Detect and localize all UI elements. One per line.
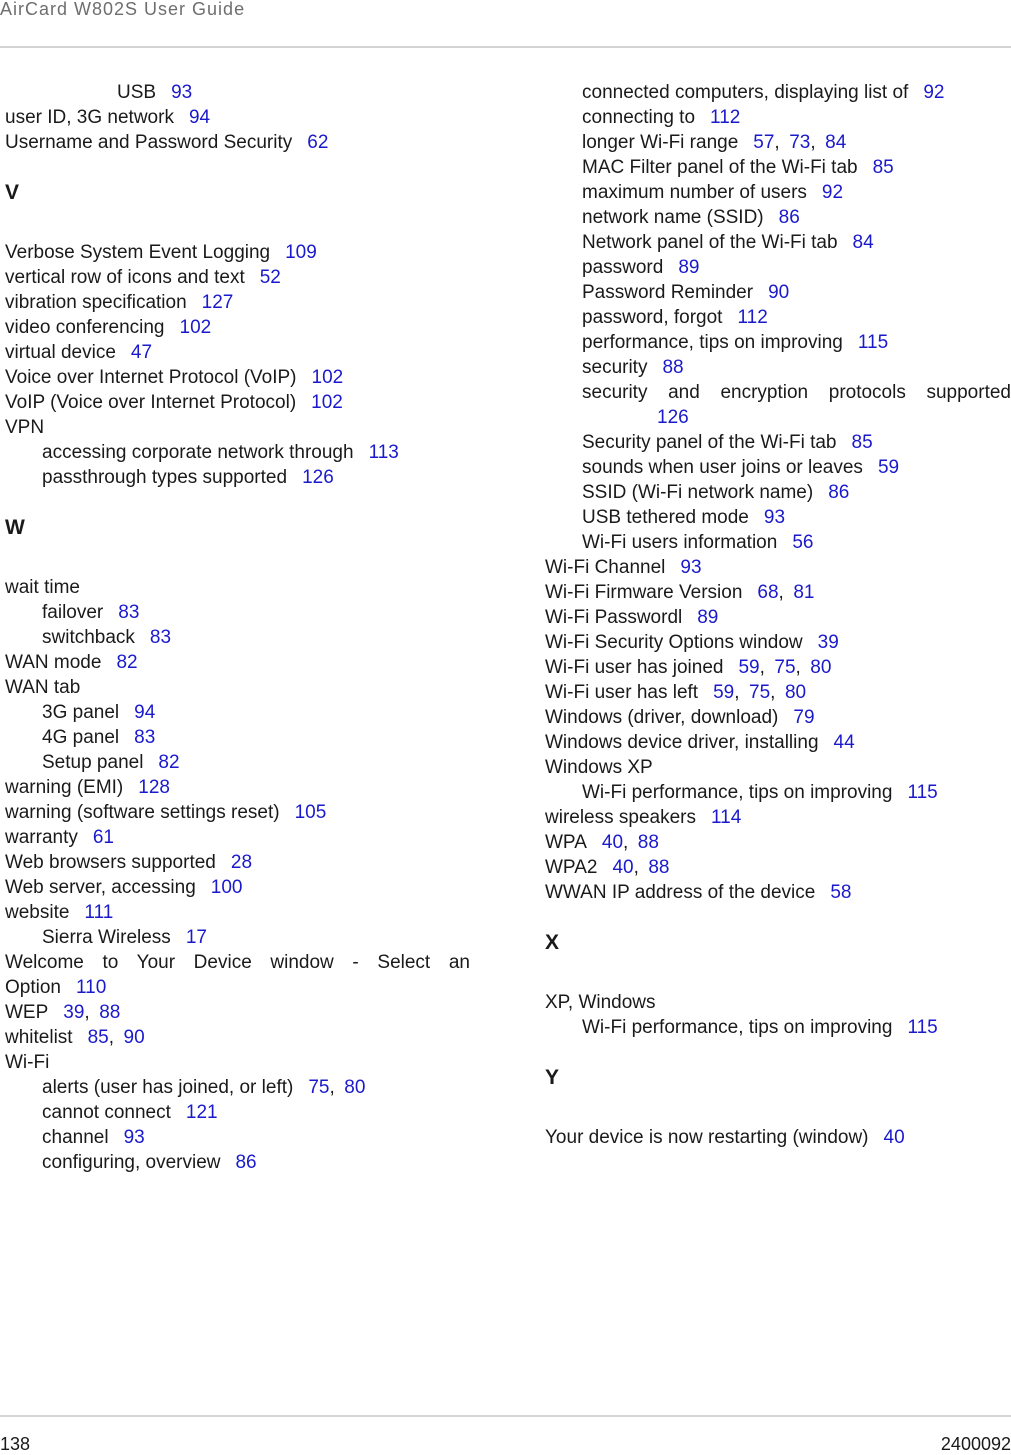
page-reference-link[interactable]: 61 xyxy=(92,827,114,848)
page-separator: , xyxy=(795,657,811,678)
index-entry-text: Web browsers supported xyxy=(5,852,216,873)
index-subentry xyxy=(5,725,470,750)
index-subentry xyxy=(545,105,1011,130)
index-entry xyxy=(5,900,470,925)
index-entry-text: Wi-Fi performance, tips on improving xyxy=(582,782,893,803)
index-entry-continuation-text: Option xyxy=(5,977,61,998)
page-reference-link[interactable]: 80 xyxy=(344,1077,366,1098)
index-entry-text: password xyxy=(582,257,664,278)
index-entry xyxy=(545,580,1011,605)
index-entry xyxy=(545,630,1011,655)
index-entry-text: virtual device xyxy=(5,342,116,363)
index-subentry xyxy=(545,130,1011,155)
index-entry xyxy=(545,655,1011,680)
page-reference-link[interactable]: 73 xyxy=(789,132,811,153)
page-separator: , xyxy=(623,832,638,853)
index-subentry xyxy=(545,205,1011,230)
page-reference-link[interactable]: 84 xyxy=(825,132,847,153)
index-entry-text: alerts (user has joined, or left) xyxy=(42,1077,294,1098)
page-reference-link[interactable]: 40 xyxy=(883,1127,905,1148)
page-reference-link[interactable]: 115 xyxy=(907,782,938,803)
page-reference-link[interactable]: 92 xyxy=(923,82,945,103)
page-reference-link[interactable]: 93 xyxy=(123,1127,145,1148)
index-entry-text: Windows XP xyxy=(545,757,653,778)
index-entry-text: USB xyxy=(117,82,157,103)
index-entry xyxy=(5,80,470,105)
index-subentry xyxy=(545,480,1011,505)
index-entry-text: 3G panel xyxy=(42,702,120,723)
index-entry-text: Setup panel xyxy=(42,752,144,773)
page-reference-link[interactable]: 40 xyxy=(612,857,634,878)
page-reference-link[interactable]: 89 xyxy=(697,607,719,628)
index-entry xyxy=(545,705,1011,730)
page-header xyxy=(0,0,1011,48)
page-reference-link[interactable]: 79 xyxy=(793,707,815,728)
index-entry-text: channel xyxy=(42,1127,109,1148)
index-entry-text: Wi-Fi user has left xyxy=(545,682,699,703)
index-entry-text: warranty xyxy=(5,827,78,848)
page-reference-link[interactable]: 80 xyxy=(784,682,807,703)
index-entry-continuation xyxy=(5,975,470,1000)
page-reference-link[interactable]: 17 xyxy=(185,927,207,948)
index-subentry xyxy=(5,700,470,725)
index-entry-text: Your device is now restarting (window) xyxy=(545,1127,869,1148)
index-column-left xyxy=(5,80,470,1175)
index-subentry xyxy=(545,355,1011,380)
page-reference-link[interactable]: 82 xyxy=(116,652,138,673)
index-entry-text: WWAN IP address of the device xyxy=(545,882,816,903)
index-entry-text: Windows (driver, download) xyxy=(545,707,779,728)
index-entry-text: Wi-Fi Firmware Version xyxy=(545,582,743,603)
page-reference-link[interactable]: 40 xyxy=(601,832,624,853)
index-entry-text: vibration specification xyxy=(5,292,187,313)
index-entry xyxy=(545,555,1011,580)
page-reference-link[interactable]: 57 xyxy=(753,132,775,153)
page-separator: , xyxy=(84,1002,100,1023)
index-entry xyxy=(545,755,1011,780)
index-entry xyxy=(545,830,1011,855)
index-entry xyxy=(5,775,470,800)
index-entry-text: wireless speakers xyxy=(545,807,696,828)
index-entry xyxy=(5,240,470,265)
page-reference-link[interactable]: 89 xyxy=(678,257,700,278)
index-entry xyxy=(545,990,1011,1015)
index-subentry xyxy=(5,440,470,465)
index-entry xyxy=(5,340,470,365)
index-entry xyxy=(5,315,470,340)
index-entry-text: connecting to xyxy=(582,107,696,128)
index-entry xyxy=(5,800,470,825)
index-subentry xyxy=(5,625,470,650)
page-reference-link[interactable]: 28 xyxy=(230,852,253,873)
index-letter-heading: X xyxy=(545,931,560,954)
page-reference-link[interactable]: 115 xyxy=(907,1017,938,1038)
page-reference-link[interactable]: 88 xyxy=(637,832,659,853)
page-reference-link[interactable]: 88 xyxy=(99,1002,121,1023)
page-reference-link[interactable]: 100 xyxy=(210,877,243,898)
page-separator: , xyxy=(633,857,649,878)
index-letter-heading: V xyxy=(5,181,20,204)
index-entry-text: Welcome to Your Device window - Select an xyxy=(5,952,470,973)
page-reference-link[interactable]: 109 xyxy=(285,242,317,263)
index-subentry xyxy=(545,255,1011,280)
page-reference-link[interactable]: 75 xyxy=(308,1077,330,1098)
index-entry xyxy=(5,1050,470,1075)
index-entry-text: longer Wi-Fi range xyxy=(582,132,739,153)
index-entry-text: Wi-Fi Channel xyxy=(545,557,666,578)
page-reference-link[interactable]: 85 xyxy=(87,1027,109,1048)
page-reference-link[interactable]: 84 xyxy=(852,232,874,253)
page-reference-link[interactable]: 127 xyxy=(201,292,234,313)
page-number: 138 xyxy=(0,1434,31,1454)
page-reference-link[interactable]: 39 xyxy=(817,632,839,653)
index-entry-text: password, forgot xyxy=(582,307,723,328)
page-reference-link[interactable]: 59 xyxy=(713,682,735,703)
page-reference-link[interactable]: 86 xyxy=(778,207,800,228)
page-reference-link[interactable]: 86 xyxy=(828,482,850,503)
page-reference-link[interactable]: 68 xyxy=(757,582,779,603)
page-reference-link[interactable]: 88 xyxy=(648,857,670,878)
document-title: AirCard W802S User Guide xyxy=(0,0,246,19)
page-reference-link[interactable]: 82 xyxy=(158,752,180,773)
page-reference-link[interactable]: 56 xyxy=(792,532,814,553)
page-separator: , xyxy=(329,1077,345,1098)
page-reference-link[interactable]: 75 xyxy=(749,682,771,703)
index-entry xyxy=(5,1025,470,1050)
index-letter-heading: Y xyxy=(545,1066,560,1089)
index-entry xyxy=(5,875,470,900)
index-subentry xyxy=(5,1075,470,1100)
page-reference-link[interactable]: 62 xyxy=(307,132,329,153)
index-entry-text: Sierra Wireless xyxy=(42,927,171,948)
page-reference-link[interactable]: 59 xyxy=(877,457,900,478)
index-subentry xyxy=(545,505,1011,530)
index-entry-text: configuring, overview xyxy=(42,1152,221,1173)
page-reference-link[interactable]: 102 xyxy=(311,367,344,388)
index-subentry xyxy=(545,455,1011,480)
index-subentry xyxy=(545,80,1011,105)
index-entry xyxy=(545,855,1011,880)
index-entry xyxy=(5,850,470,875)
index-entry-text: failover xyxy=(42,602,104,623)
index-entry-text: Wi-Fi Passwordl xyxy=(545,607,683,628)
page-reference-link[interactable]: 58 xyxy=(830,882,852,903)
index-entry-text: Network panel of the Wi-Fi tab xyxy=(582,232,838,253)
page-reference-link[interactable]: 115 xyxy=(857,332,889,353)
page-reference-link[interactable]: 126 xyxy=(302,467,334,488)
page-reference-link[interactable]: 126 xyxy=(657,407,689,428)
index-subentry xyxy=(545,155,1011,180)
index-entry-text: connected computers, displaying list of xyxy=(582,82,909,103)
page-reference-link[interactable]: 110 xyxy=(75,977,107,998)
page-reference-link[interactable]: 86 xyxy=(235,1152,257,1173)
page-separator: , xyxy=(810,132,826,153)
page-reference-link[interactable]: 81 xyxy=(793,582,815,603)
index-entry xyxy=(545,880,1011,905)
document-number: 2400092 xyxy=(940,1434,1011,1454)
index-subentry xyxy=(5,465,470,490)
index-subentry xyxy=(545,780,1011,805)
index-subentry xyxy=(545,430,1011,455)
index-entry xyxy=(5,575,470,600)
index-entry-text: Verbose System Event Logging xyxy=(5,242,271,263)
page-reference-link[interactable]: 94 xyxy=(188,107,211,128)
index-entry-text: warning (EMI) xyxy=(5,777,124,798)
index-subentry xyxy=(545,1015,1011,1040)
page-reference-link[interactable]: 90 xyxy=(768,282,790,303)
index-entry xyxy=(5,390,470,415)
index-entry-text: whitelist xyxy=(5,1027,73,1048)
index-subentry xyxy=(5,1125,470,1150)
index-entry-text: warning (software settings reset) xyxy=(5,802,280,823)
page-reference-link[interactable]: 83 xyxy=(149,627,172,648)
index-entry-text: video conferencing xyxy=(5,317,165,338)
page-reference-link[interactable]: 111 xyxy=(84,902,114,923)
index-entry xyxy=(5,365,470,390)
page-footer xyxy=(0,1415,1011,1454)
page-reference-link[interactable]: 83 xyxy=(134,727,156,748)
index-entry-text: Password Reminder xyxy=(582,282,754,303)
index-entry-text: WEP xyxy=(5,1002,49,1023)
page-reference-link[interactable]: 39 xyxy=(63,1002,85,1023)
index-entry-text: security xyxy=(582,357,648,378)
index-entry-text: 4G panel xyxy=(42,727,120,748)
index-entry xyxy=(545,605,1011,630)
page-separator: , xyxy=(774,132,790,153)
index-entry-text: vertical row of icons and text xyxy=(5,267,245,288)
index-letter-heading: W xyxy=(5,516,25,539)
index-entry xyxy=(5,950,470,1000)
page-reference-link[interactable]: 121 xyxy=(185,1102,218,1123)
index-subentry xyxy=(545,180,1011,205)
index-entry-text: performance, tips on improving xyxy=(582,332,843,353)
index-entry-text: MAC Filter panel of the Wi-Fi tab xyxy=(582,157,858,178)
page-reference-link[interactable]: 47 xyxy=(130,342,153,363)
index-subentry xyxy=(5,750,470,775)
page-reference-link[interactable]: 75 xyxy=(774,657,796,678)
index-entry xyxy=(5,1000,470,1025)
index-entry-text: security and encryption protocols supported xyxy=(582,382,1011,403)
index-entry-text: network name (SSID) xyxy=(582,207,764,228)
page-reference-link[interactable]: 112 xyxy=(710,107,741,128)
index-entry-text: switchback xyxy=(42,627,135,648)
index-entry xyxy=(5,415,470,440)
index-subentry xyxy=(545,380,1011,430)
index-entry-text: WPA2 xyxy=(545,857,598,878)
index-entry-text: Web server, accessing xyxy=(5,877,196,898)
index-entry-text: WAN mode xyxy=(5,652,102,673)
index-entry-text: Voice over Internet Protocol (VoIP) xyxy=(5,367,297,388)
page-reference-link[interactable]: 93 xyxy=(763,507,786,528)
index-entry xyxy=(5,675,470,700)
index-entry-text: SSID (Wi-Fi network name) xyxy=(582,482,814,503)
index-subentry xyxy=(545,280,1011,305)
page-reference-link[interactable]: 93 xyxy=(171,82,193,103)
page-reference-link[interactable]: 92 xyxy=(821,182,844,203)
index-entry-text: Security panel of the Wi-Fi tab xyxy=(582,432,837,453)
index-entry xyxy=(545,1125,1011,1150)
index-entry xyxy=(5,650,470,675)
index-entry xyxy=(5,130,470,155)
page-reference-link[interactable]: 128 xyxy=(138,777,170,798)
page-reference-link[interactable]: 93 xyxy=(680,557,702,578)
index-entry-text: user ID, 3G network xyxy=(5,107,174,128)
index-subentry xyxy=(545,305,1011,330)
page-reference-link[interactable]: 59 xyxy=(738,657,760,678)
index-entry-text: website xyxy=(5,902,70,923)
index-entry-text: Wi-Fi users information xyxy=(582,532,778,553)
index-entry-text: XP, Windows xyxy=(545,992,656,1013)
page-reference-link[interactable]: 105 xyxy=(294,802,327,823)
index-entry-text: WAN tab xyxy=(5,677,81,698)
index-subentry xyxy=(5,1100,470,1125)
index-subentry xyxy=(5,1150,470,1175)
index-entry xyxy=(545,680,1011,705)
index-entry-text: accessing corporate network through xyxy=(42,442,354,463)
index-subentry xyxy=(5,600,470,625)
page-reference-link[interactable]: 94 xyxy=(134,702,156,723)
page-reference-link[interactable]: 83 xyxy=(118,602,140,623)
page-reference-link[interactable]: 90 xyxy=(123,1027,145,1048)
index-entry xyxy=(5,265,470,290)
index-subentry xyxy=(545,330,1011,355)
page-reference-link[interactable]: 114 xyxy=(711,807,742,828)
index-entry-text: VoIP (Voice over Internet Protocol) xyxy=(5,392,297,413)
index-entry-text: maximum number of users xyxy=(582,182,807,203)
index-entry-text: cannot connect xyxy=(42,1102,171,1123)
index-entry-text: Windows device driver, installing xyxy=(545,732,819,753)
index-entry-text: VPN xyxy=(5,417,45,438)
page-separator: , xyxy=(778,582,794,603)
page-reference-link[interactable]: 44 xyxy=(833,732,855,753)
index-entry xyxy=(5,105,470,130)
index-entry-text: wait time xyxy=(5,577,80,598)
index-entry-text: USB tethered mode xyxy=(582,507,749,528)
page-reference-link[interactable]: 102 xyxy=(179,317,212,338)
page-separator: , xyxy=(770,682,785,703)
page-reference-link[interactable]: 102 xyxy=(311,392,343,413)
index-entry xyxy=(545,730,1011,755)
index-entry xyxy=(5,825,470,850)
page-reference-link[interactable]: 85 xyxy=(851,432,873,453)
page-separator: , xyxy=(734,682,750,703)
page-separator: , xyxy=(108,1027,124,1048)
index-entry xyxy=(5,290,470,315)
page-reference-link[interactable]: 112 xyxy=(737,307,768,328)
page-reference-link[interactable]: 88 xyxy=(662,357,684,378)
index-entry-text: Wi-Fi performance, tips on improving xyxy=(582,1017,893,1038)
index-subentry xyxy=(545,530,1011,555)
index-entry-text: passthrough types supported xyxy=(42,467,288,488)
index-subentry xyxy=(545,230,1011,255)
index-entry-text: WPA xyxy=(545,832,587,853)
page-reference-link[interactable]: 113 xyxy=(368,442,399,463)
index-entry-continuation xyxy=(582,405,1011,430)
index-entry xyxy=(545,805,1011,830)
page-reference-link[interactable]: 52 xyxy=(259,267,281,288)
index-entry-text: Wi-Fi user has joined xyxy=(545,657,724,678)
index-subentry xyxy=(5,925,470,950)
page-reference-link[interactable]: 80 xyxy=(810,657,832,678)
page-reference-link[interactable]: 85 xyxy=(872,157,894,178)
index-entry-text: Username and Password Security xyxy=(5,132,293,153)
index-entry-text: Wi-Fi Security Options window xyxy=(545,632,803,653)
index-column-right xyxy=(545,80,1011,1150)
index-entry-text: Wi-Fi xyxy=(5,1052,50,1073)
page-separator: , xyxy=(759,657,775,678)
index-entry-text: sounds when user joins or leaves xyxy=(582,457,863,478)
